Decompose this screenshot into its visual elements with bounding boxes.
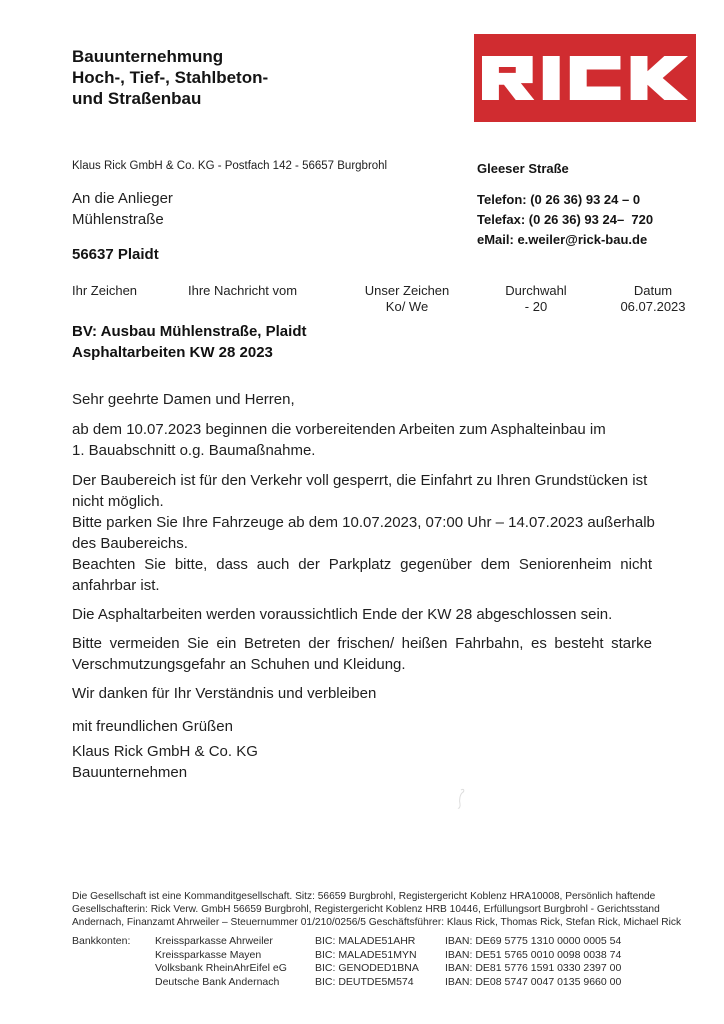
company-line: und Straßenbau: [72, 89, 202, 108]
body-line: ab dem 10.07.2023 beginnen die vorbereitenden Arbeiten zum Asphalteinbau im: [72, 421, 606, 438]
ref-label: Durchwahl: [505, 283, 567, 298]
paragraph-closure-info: [72, 470, 655, 596]
paragraph-warning: [72, 633, 652, 675]
bank-iban: IBAN: DE08 5747 0047 0135 9660 00: [445, 975, 622, 988]
ref-label: Unser Zeichen: [364, 283, 450, 298]
ref-label: Datum: [633, 283, 673, 298]
ref-col-datum: [610, 283, 696, 315]
closing-salutation: [72, 716, 652, 737]
rick-logo: [474, 34, 696, 122]
subject-block: [72, 321, 306, 363]
body-line: mit freundlichen Grüßen: [72, 718, 233, 735]
signature-block: [72, 741, 652, 783]
body-line: Verschmutzungsgefahr an Schuhen und Kleidung.: [72, 656, 406, 673]
greeting: [72, 389, 652, 410]
signature-role: Bauunternehmen: [72, 764, 188, 781]
faint-scan-mark-icon: [452, 786, 470, 812]
sender-return-address: Klaus Rick GmbH & Co. KG - Postfach 142 - 56657 Burgbrohl: [72, 160, 388, 172]
paragraph-completion: [72, 604, 652, 625]
letter-body: [72, 389, 655, 783]
recipient-line: Mühlenstraße: [72, 211, 164, 228]
bank-bic: BIC: DEUTDE5M574: [315, 975, 414, 988]
body-line: Der Baubereich ist für den Verkehr voll gesperrt, die Einfahrt zu Ihren Grundstücken ist: [72, 472, 648, 489]
body-line: 1. Bauabschnitt o.g. Baumaßnahme.: [72, 442, 316, 459]
contact-street: Gleeser Straße: [477, 161, 569, 176]
bank-bic: BIC: GENODED1BNA: [315, 962, 419, 974]
body-line: Wir danken für Ihr Verständnis und verbleiben: [72, 685, 377, 702]
footer-legal: [72, 890, 681, 929]
ref-col-durchwahl: [492, 283, 580, 315]
bank-bic: BIC: MALADE51MYN: [315, 948, 417, 961]
body-line: nicht möglich.: [72, 493, 164, 510]
body-line: Die Asphaltarbeiten werden voraussichtlich Ende der KW 28 abgeschlossen sein.: [72, 606, 613, 623]
bank-name: Deutsche Bank Andernach: [155, 975, 280, 988]
ref-value: Ko/ We: [385, 299, 429, 314]
body-line: Beachten Sie bitte, dass auch der Parkplatz gegenüber dem Seniorenheim nicht: [72, 556, 652, 573]
recipient-line: An die Anlieger: [72, 190, 173, 207]
ref-label: Ihr Zeichen: [72, 283, 138, 298]
body-line: anfahrbar ist.: [72, 577, 160, 594]
body-line: des Baubereichs.: [72, 535, 188, 552]
paragraph-thanks: [72, 683, 652, 704]
contact-fax: Telefax: (0 26 36) 93 24– 720: [477, 212, 654, 227]
banks-label: Bankkonten:: [72, 935, 131, 947]
company-line: Bauunternehmung: [72, 47, 224, 66]
contact-phone: Telefon: (0 26 36) 93 24 – 0: [477, 192, 641, 207]
paragraph-start-works: [72, 419, 652, 461]
recipient-city: 56637 Plaidt: [72, 246, 159, 263]
ref-col-ihr-zeichen: [72, 283, 182, 299]
subject-line: BV: Ausbau Mühlenstraße, Plaidt: [72, 323, 307, 340]
company-name-block: [72, 46, 268, 109]
rick-logo-icon: [482, 56, 688, 100]
legal-line: Gesellschafterin: Rick Verw. GmbH 56659 Burgbrohl, Registergericht Koblenz HRB 10446, Erfüllungsort Burgbrohl - Gerichtsstand: [72, 904, 660, 915]
contact-email: eMail: e.weiler@rick-bau.de: [477, 232, 648, 247]
bank-iban: IBAN: DE69 5775 1310 0000 0005 54: [445, 935, 622, 947]
ref-label: Ihre Nachricht vom: [188, 283, 298, 298]
bank-name: Kreissparkasse Mayen: [155, 948, 262, 961]
banks-label-spacer: [72, 962, 155, 976]
ref-value: 06.07.2023: [620, 299, 686, 314]
contact-block: [477, 159, 653, 250]
recipient-address: [72, 188, 173, 230]
banks-label-spacer: [72, 949, 155, 963]
bank-bic: BIC: MALADE51AHR: [315, 935, 416, 947]
footer-bank-accounts: [72, 935, 652, 989]
body-line: Bitte parken Sie Ihre Fahrzeuge ab dem 10.07.2023, 07:00 Uhr – 14.07.2023 außerhalb: [72, 514, 655, 531]
subject-line: Asphaltarbeiten KW 28 2023: [72, 344, 273, 361]
bank-name: Kreissparkasse Ahrweiler: [155, 935, 273, 947]
bank-iban: IBAN: DE51 5765 0010 0098 0038 74: [445, 948, 622, 961]
body-line: Bitte vermeiden Sie ein Betreten der frischen/ heißen Fahrbahn, es besteht starke: [72, 635, 652, 652]
bank-name: Volksbank RheinAhrEifel eG: [155, 962, 287, 974]
legal-line: Andernach, Finanzamt Ahrweiler – Steuernummer 01/210/0256/5 Geschäftsführer: Klaus Rick, Thomas Rick, Stefan Rick, Michael Rick: [72, 917, 682, 928]
ref-col-unser-zeichen: [357, 283, 457, 315]
company-line: Hoch-, Tief-, Stahlbeton-: [72, 68, 269, 87]
bank-iban: IBAN: DE81 5776 1591 0330 2397 00: [445, 962, 622, 974]
banks-label-spacer: [72, 976, 155, 990]
signature-company: Klaus Rick GmbH & Co. KG: [72, 743, 258, 760]
ref-value: - 20: [524, 299, 548, 314]
legal-line: Die Gesellschaft ist eine Kommanditgesellschaft. Sitz: 56659 Burgbrohl, Registergericht Koblenz HRA10008, Persönlich haftende: [72, 891, 656, 902]
body-line: Sehr geehrte Damen und Herren,: [72, 391, 295, 408]
ref-col-ihre-nachricht: [188, 283, 358, 299]
